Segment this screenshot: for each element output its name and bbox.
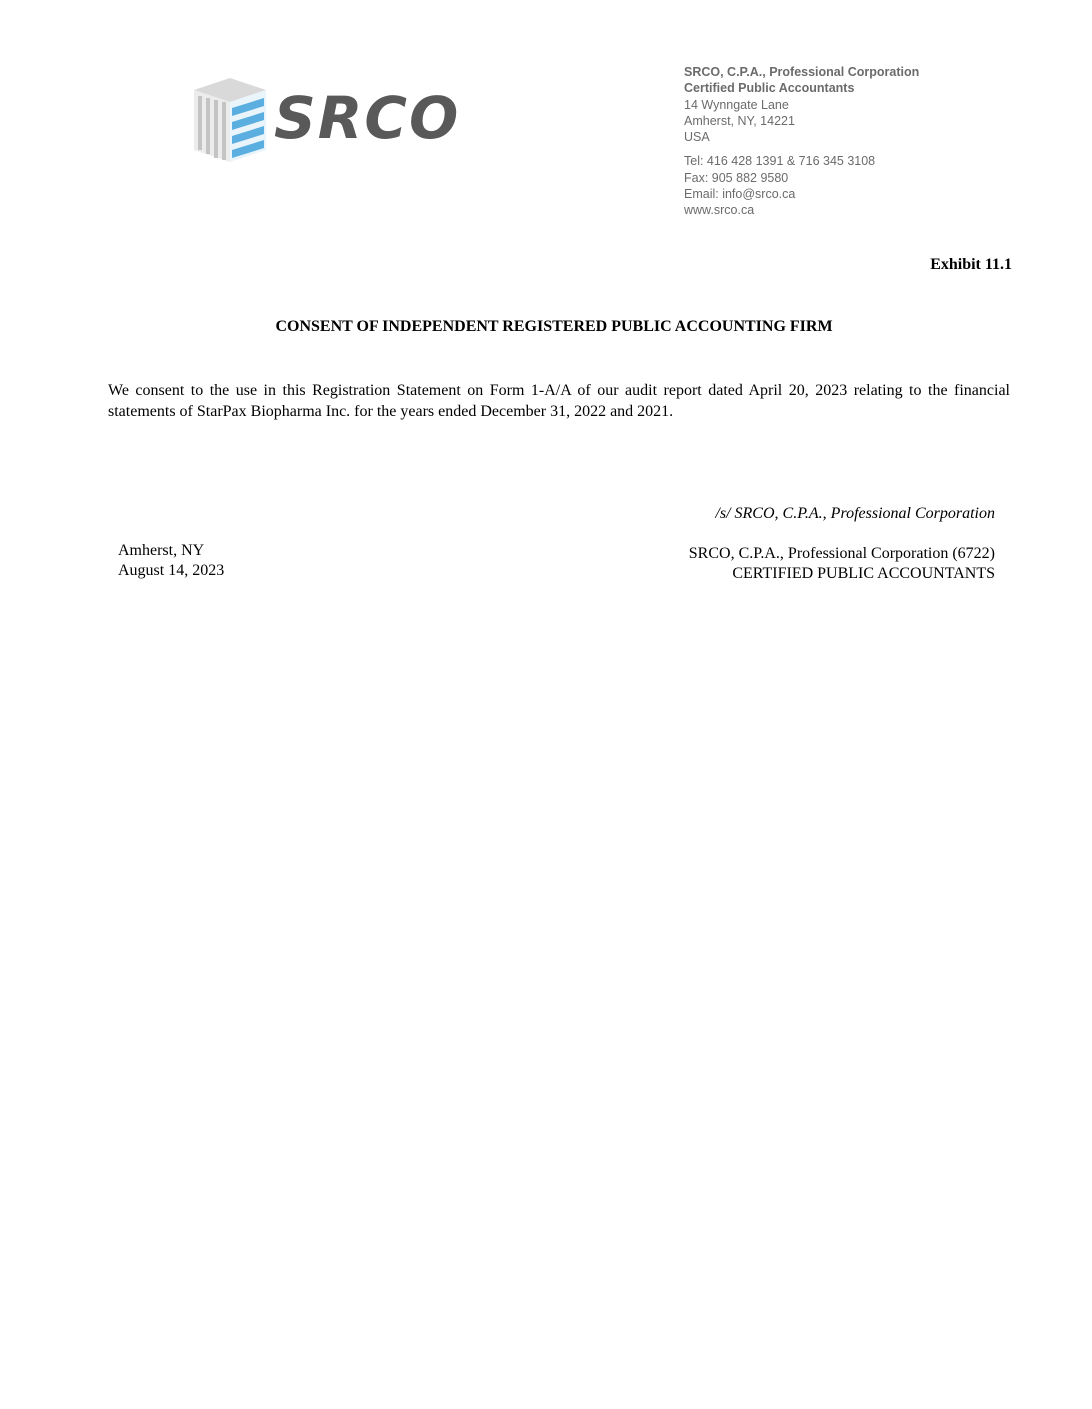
letterhead-tel: Tel: 416 428 1391 & 716 345 3108 <box>684 154 876 169</box>
stacked-cube-icon <box>190 76 270 166</box>
letterhead-firm-name: SRCO, C.P.A., Professional Corporation <box>684 65 920 79</box>
firm-designation: CERTIFIED PUBLIC ACCOUNTANTS <box>732 565 995 582</box>
location-date-block <box>118 541 224 581</box>
logo-wordmark: SRCO <box>274 84 461 152</box>
letterhead-fax: Fax: 905 882 9580 <box>684 170 789 185</box>
exhibit-label: Exhibit 11.1 <box>930 256 1012 273</box>
date: August 14, 2023 <box>118 562 225 579</box>
document-title: CONSENT OF INDEPENDENT REGISTERED PUBLIC ACCOUNTING FIRM <box>275 318 833 335</box>
letterhead-address-line2: Amherst, NY, 14221 <box>684 113 795 128</box>
location: Amherst, NY <box>118 542 205 559</box>
letterhead-country: USA <box>684 130 710 145</box>
signature-line: /s/ SRCO, C.P.A., Professional Corporation <box>715 505 995 522</box>
consent-paragraph: We consent to the use in this Registration Statement on Form 1-A/A of our audit report dated April 20, 2023 relating to the financial statements of StarPax Biopharma Inc. for the years ended December 31, 2022 and 2021. <box>108 382 1010 420</box>
firm-line: SRCO, C.P.A., Professional Corporation (6722) <box>688 545 995 562</box>
srco-logo <box>190 76 470 166</box>
firm-block <box>689 544 995 584</box>
letterhead-subtitle: Certified Public Accountants <box>684 81 855 96</box>
letterhead-website: www.srco.ca <box>684 203 755 218</box>
letterhead-email: Email: info@srco.ca <box>684 187 796 202</box>
letterhead-address <box>684 64 919 219</box>
letterhead-address-line1: 14 Wynngate Lane <box>684 97 789 112</box>
